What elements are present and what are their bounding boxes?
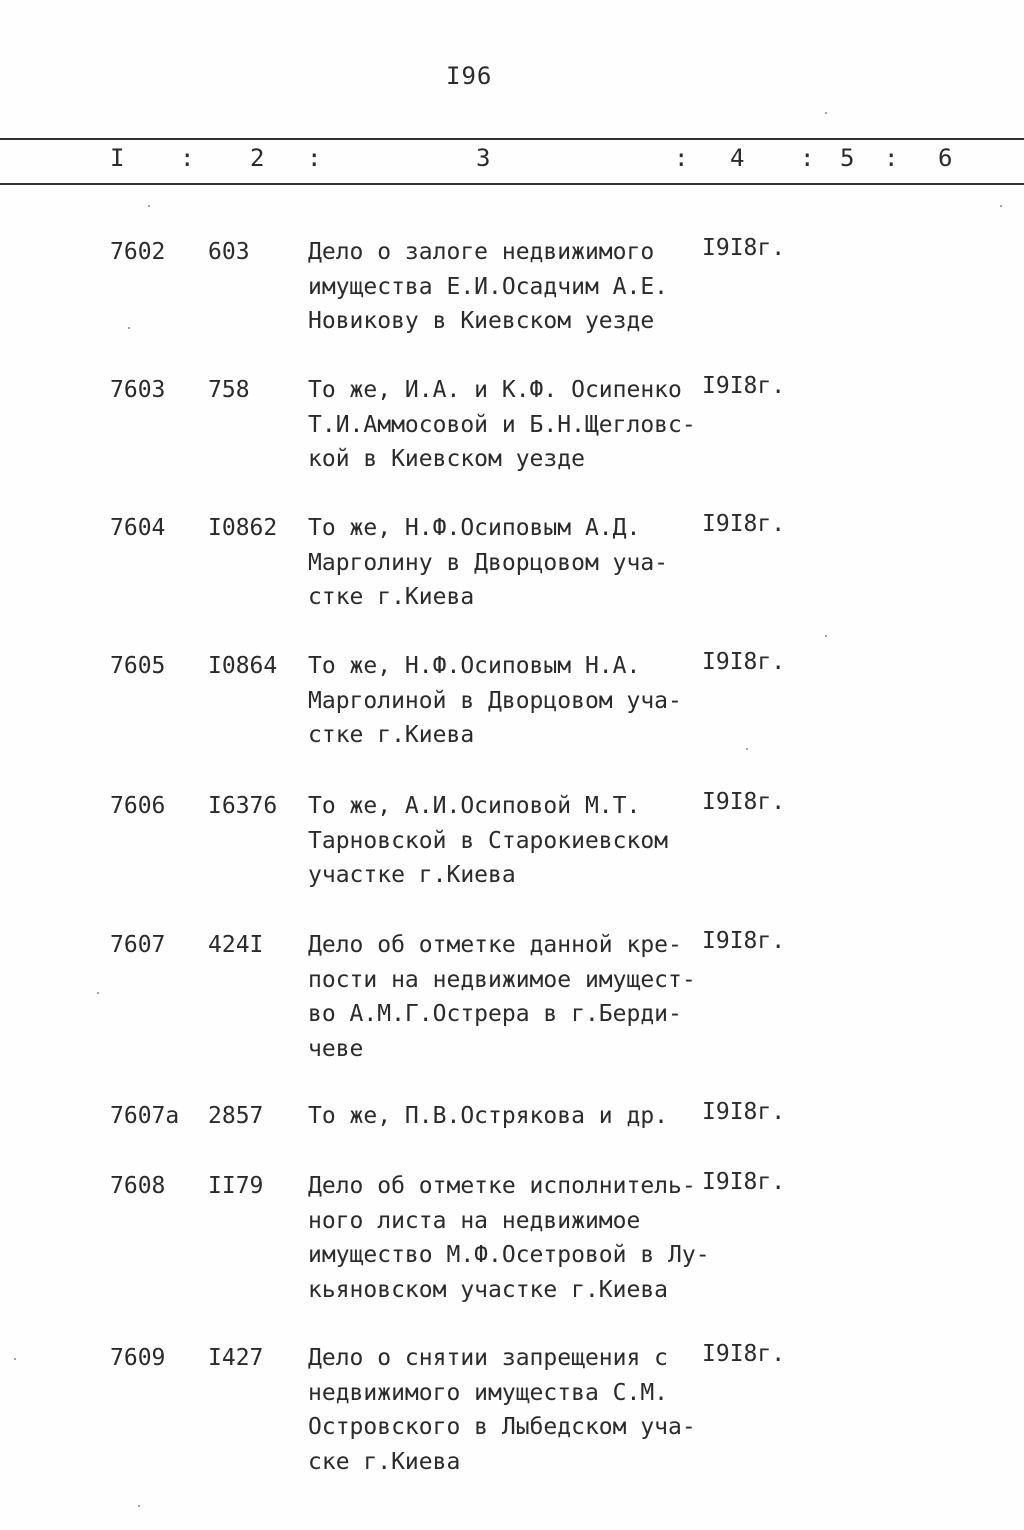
entry-file-code: I0864 (208, 653, 278, 679)
entry-description (308, 789, 708, 893)
entry-description (308, 511, 708, 615)
header-sep-4: : (800, 144, 815, 172)
entry-number: 7607а (110, 1103, 180, 1129)
header-col-1: I (110, 144, 125, 172)
header-col-4: 4 (730, 144, 745, 172)
scan-speck (148, 205, 150, 207)
header-sep-2: : (307, 144, 322, 172)
entry-file-code: 2857 (208, 1103, 264, 1129)
scan-speck (97, 992, 99, 994)
description-line: кой в Киевском уезде (308, 446, 585, 472)
description-line: Дело о залоге недвижимого (308, 239, 655, 265)
entry-year: I9I8г. (702, 928, 786, 954)
entry-number: 7603 (110, 377, 166, 403)
entry-description (308, 1099, 708, 1134)
description-line: имущества Е.И.Осадчим А.Е. (308, 273, 669, 300)
description-line: То же, А.И.Осиповой М.Т. (308, 793, 641, 819)
header-sep-3: : (674, 144, 689, 172)
description-line: Т.И.Аммосовой и Б.Н.Щегловс- (308, 411, 696, 438)
page-number: I96 (446, 62, 493, 90)
entry-number: 7605 (110, 653, 166, 679)
entry-year: I9I8г. (702, 235, 786, 261)
description-line: Дело об отметке исполнитель- (308, 1173, 696, 1199)
scan-speck (746, 748, 748, 750)
description-line: стке г.Киева (308, 722, 475, 748)
entry-description (308, 649, 708, 753)
scan-speck (1000, 205, 1002, 207)
entry-file-code: 758 (208, 377, 250, 403)
entry-number: 7606 (110, 793, 166, 819)
header-col-5: 5 (840, 144, 855, 172)
entry-file-code: I427 (208, 1345, 264, 1371)
description-line: Дело о снятии запрещения с (308, 1345, 669, 1371)
entry-year: I9I8г. (702, 1099, 786, 1125)
description-line: Новикову в Киевском уезде (308, 308, 655, 334)
description-line: недвижимого имущества С.М. (308, 1379, 669, 1406)
header-col-2: 2 (250, 144, 265, 172)
description-line: То же, П.В.Острякова и др. (308, 1103, 669, 1129)
description-line: То же, Н.Ф.Осиповым А.Д. (308, 515, 641, 541)
entry-number: 7607 (110, 932, 166, 958)
entry-year: I9I8г. (702, 649, 786, 675)
description-line: стке г.Киева (308, 584, 475, 610)
header-col-6: 6 (938, 144, 953, 172)
entry-year: I9I8г. (702, 511, 786, 537)
description-line: Тарновской в Старокиевском (308, 827, 669, 854)
description-line: Островского в Лыбедском уча- (308, 1414, 696, 1440)
entry-number: 7609 (110, 1345, 166, 1371)
description-line: чеве (308, 1035, 364, 1062)
scan-speck (825, 112, 827, 114)
scan-speck (825, 635, 827, 637)
entry-year: I9I8г. (702, 1169, 786, 1195)
entry-description (308, 1169, 708, 1307)
description-line: Дело об отметке данной кре- (308, 932, 682, 958)
entry-file-code: I6376 (208, 793, 278, 819)
description-line: ного листа на недвижимое (308, 1207, 641, 1234)
description-line: Марголиной в Дворцовом уча- (308, 687, 682, 714)
entry-number: 7608 (110, 1173, 166, 1199)
entry-year: I9I8г. (702, 1341, 786, 1367)
entry-file-code: II79 (208, 1173, 264, 1199)
description-line: пости на недвижимое имущест- (308, 966, 696, 993)
description-line: кьяновском участке г.Киева (308, 1276, 669, 1303)
entry-file-code: 424I (208, 932, 264, 958)
entry-description (308, 235, 708, 339)
entry-number: 7602 (110, 239, 166, 265)
description-line: имущество М.Ф.Осетровой в Лу- (308, 1242, 710, 1268)
header-col-3: 3 (476, 144, 491, 172)
header-bottom-rule (0, 183, 1024, 185)
entry-description (308, 928, 708, 1066)
entry-file-code: 603 (208, 239, 250, 265)
description-line: Марголину в Дворцовом уча- (308, 549, 669, 576)
description-line: во А.М.Г.Острера в г.Берди- (308, 1001, 682, 1027)
description-line: ске г.Киева (308, 1448, 461, 1475)
description-line: То же, Н.Ф.Осиповым Н.А. (308, 653, 641, 679)
header-top-rule (0, 138, 1024, 140)
entry-file-code: I0862 (208, 515, 278, 541)
scan-speck (14, 1358, 16, 1360)
header-sep-1: : (180, 144, 195, 172)
header-sep-5: : (884, 144, 899, 172)
entry-year: I9I8г. (702, 789, 786, 815)
scan-speck (128, 327, 130, 329)
entry-year: I9I8г. (702, 373, 786, 399)
entry-number: 7604 (110, 515, 166, 541)
entry-description (308, 1341, 708, 1479)
description-line: участке г.Киева (308, 862, 516, 888)
description-line: То же, И.А. и К.Ф. Осипенко (308, 377, 682, 403)
scan-speck (138, 1505, 140, 1507)
entry-description (308, 373, 708, 477)
